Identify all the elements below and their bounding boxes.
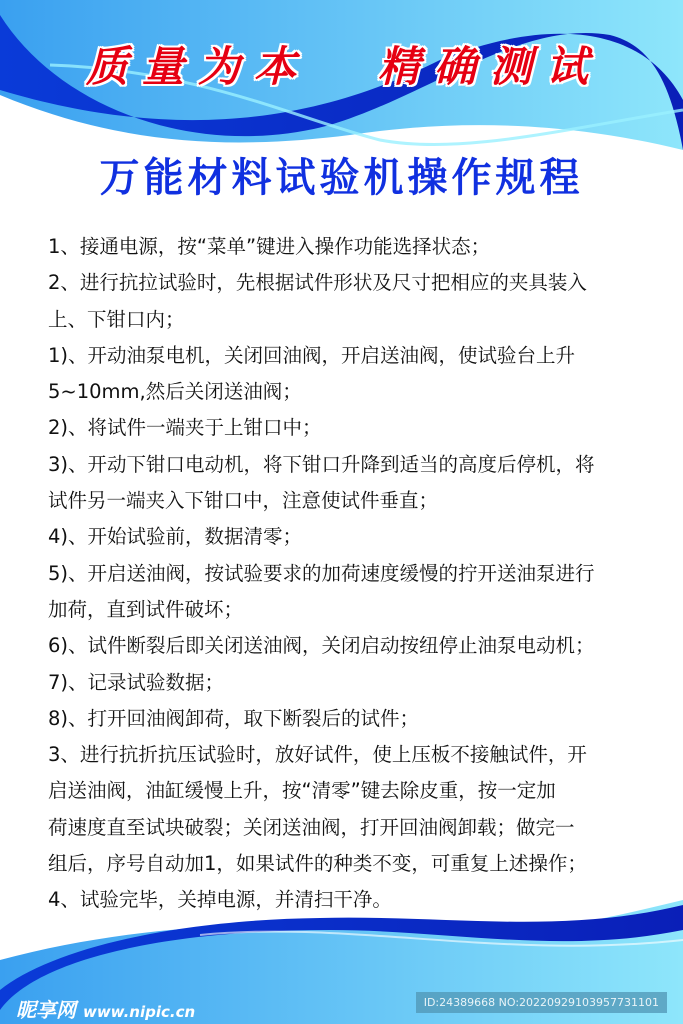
procedure-line: 3)、开动下钳口电动机，将下钳口升降到适当的高度后停机，将: [48, 452, 595, 476]
slogan-precision: 精确测试: [378, 42, 603, 91]
procedure-line: 试件另一端夹入下钳口中，注意使试件垂直；: [48, 489, 439, 513]
procedure-line: 8)、打开回油阀卸荷，取下断裂后的试件；: [48, 706, 420, 730]
procedure-line: 5)、开启送油阀，按试验要求的加荷速度缓慢的拧开送油泵进行: [48, 561, 595, 585]
slogan-quality: 质量为本: [86, 42, 311, 91]
procedure-text: [48, 229, 648, 919]
procedure-line: 2、进行抗拉试验时，先根据试件形状及尺寸把相应的夹具装入: [48, 271, 587, 295]
page-title: 万能材料试验机操作规程: [99, 155, 584, 201]
logo-cn: 昵享网: [16, 998, 76, 1022]
image-id-badge: ID:24389668 NO:20220929103957731101: [416, 992, 667, 1013]
watermark-logo: [16, 994, 195, 1023]
procedure-line: 加荷，直到试件破坏；: [48, 597, 244, 621]
procedure-line: 4、试验完毕，关掉电源，并清扫干净。: [48, 888, 392, 912]
procedure-line: 7)、记录试验数据；: [48, 670, 225, 694]
procedure-line: 5~10mm,然后关闭送油阀；: [48, 380, 302, 404]
logo-url: www.nipic.cn: [82, 1003, 196, 1021]
procedure-line: 3、进行抗折抗压试验时，放好试件，使上压板不接触试件，开: [48, 743, 587, 767]
procedure-line: 上、下钳口内；: [48, 307, 185, 331]
procedure-line: 6)、试件断裂后即关闭送油阀，关闭启动按纽停止油泵电动机；: [48, 634, 595, 658]
procedure-line: 启送油阀，油缸缓慢上升，按“清零”键去除皮重，按一定加: [48, 779, 556, 803]
procedure-line: 4)、开始试验前，数据清零；: [48, 525, 303, 549]
procedure-line: 1、接通电源，按“菜单”键进入操作功能选择状态；: [48, 235, 491, 258]
procedure-line: 2)、将试件一端夹于上钳口中；: [48, 416, 322, 440]
procedure-line: 荷速度直至试块破裂；关闭送油阀，打开回油阀卸载；做完一: [48, 815, 575, 839]
procedure-line: 1)、开动油泵电机，关闭回油阀，开启送油阀，使试验台上升: [48, 343, 576, 367]
procedure-line: 组后，序号自动加1，如果试件的种类不变，可重复上述操作；: [48, 852, 587, 876]
